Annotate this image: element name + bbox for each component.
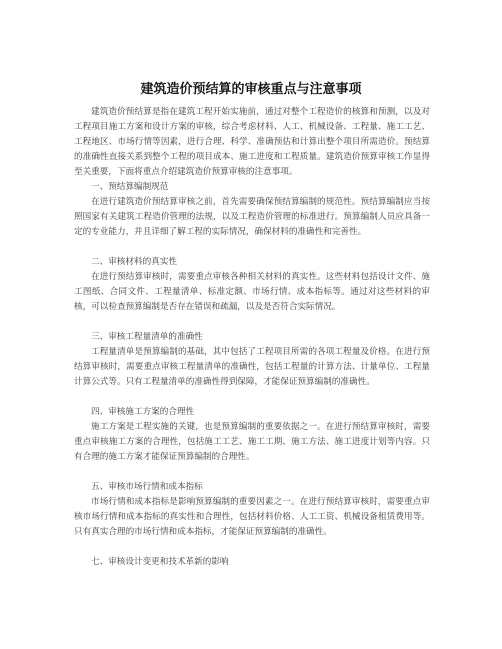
section-body-5: 市场行情和成本指标是影响预算编制的重要因素之一。在进行预结算审核时，需要重点审核市场行情和成本指标的真实性和合理性，包括材料价格、人工工资、机械设备租赁费用等。只有真实合理的市场行情和成本指标，才能保证预算编制的准确性。 — [74, 497, 430, 537]
section-heading-3: 三、审核工程量清单的准确性 — [91, 332, 203, 342]
section-heading-7: 七、审核设计变更和技术革新的影响 — [91, 557, 229, 567]
section-heading-5: 五、审核市场行情和成本指标 — [91, 482, 203, 492]
section-heading-1: 一、预结算编制规范 — [91, 182, 169, 192]
section-body-2: 在进行预结算审核时，需要重点审核各种相关材料的真实性。这些材料包括设计文件、施工图纸、合同文件、工程量清单、标准定额、市场行情、成本指标等。通过对这些材料的审核，可以检查预算编制是否存在错误和疏漏，以及是否符合实际情况。 — [74, 272, 430, 312]
section-heading-2: 二、审核材料的真实性 — [91, 257, 177, 267]
section-body-4: 施工方案是工程实施的关键，也是预算编制的重要依据之一。在进行预结算审核时，需要重点审核施工方案的合理性，包括施工工艺、施工工期、施工方法、施工进度计划等内容。只有合理的施工方案才能保证预算编制的合理性。 — [74, 422, 430, 462]
section-heading-4: 四、审核施工方案的合理性 — [91, 407, 195, 417]
intro-paragraph: 建筑造价预结算是指在建筑工程开始实施前，通过对整个工程造价的核算和预测，以及对工程项目施工方案和设计方案的审核，综合考虑材料、人工、机械设备、工程量、施工工艺、工程地区、市场行情等因素，进行合理、科学、准确预估和计算出整个项目所需造价。预结算的准确性直接关系到整个工程的项目成本、施工进度和工程质量。建筑造价预算审核工作显得至关重要，下面将重点介绍建筑造价预算审核的注意事项。 — [74, 107, 430, 177]
document-title: 建筑造价预结算的审核重点与注意事项 — [140, 82, 362, 97]
section-body-1: 在进行建筑造价预结算审核之前，首先需要确保预结算编制的规范性。预结算编制应当按照国家有关建筑工程造价管理的法规，以及工程造价管理的标准进行。预算编制人员应具备一定的专业能力，并且详细了解工程的实际情况，确保材料的准确性和完善性。 — [74, 197, 430, 237]
section-body-3: 工程量清单是预算编制的基础，其中包括了工程项目所需的各项工程量及价格。在进行预结算审核时，需要重点审核工程量清单的准确性，包括工程量的计算方法、计量单位、工程量计算公式等。只有工程量清单的准确性得到保障，才能保证预算编制的准确性。 — [74, 347, 430, 387]
